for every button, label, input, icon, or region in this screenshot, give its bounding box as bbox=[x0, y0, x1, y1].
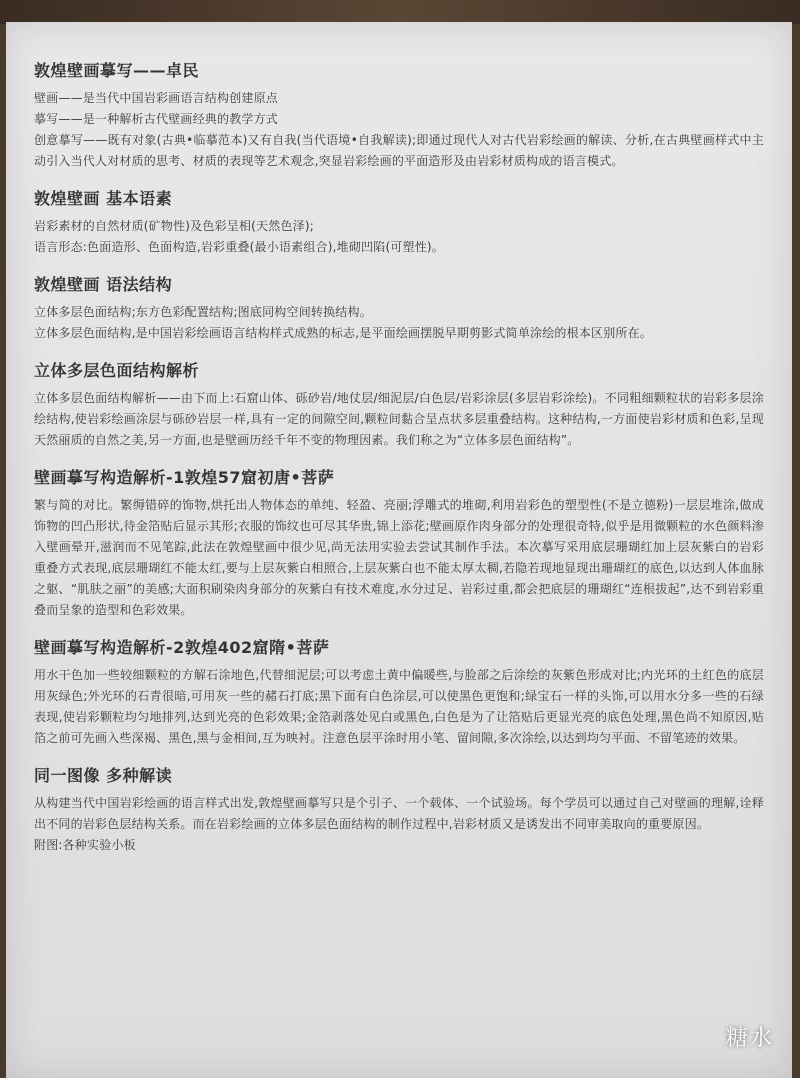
section-cave-402-analysis bbox=[34, 637, 764, 749]
section-paragraph: 语言形态:色面造形、色面构造,岩彩重叠(最小语素组合),堆砌凹陷(可塑性)。 bbox=[34, 240, 445, 254]
section-heading: 敦煌壁画摹写——卓民 bbox=[34, 61, 200, 80]
section-paragraph: 从构建当代中国岩彩绘画的语言样式出发,敦煌壁画摹写只是个引子、一个载体、一个试验场。每个学员可以通过自己对壁画的理解,诠释出不同的岩彩色层结构关系。而在岩彩绘画的立体多层色面结构的制作过程中,岩彩材质又是诱发出不同审美取向的重要原因。 bbox=[34, 796, 764, 831]
section-multiple-readings bbox=[34, 765, 764, 856]
section-heading: 敦煌壁画 基本语素 bbox=[34, 189, 173, 208]
section-paragraph: 壁画——是当代中国岩彩画语言结构创建原点 bbox=[34, 91, 279, 105]
section-heading: 同一图像 多种解读 bbox=[34, 766, 173, 785]
section-basic-elements bbox=[34, 188, 764, 258]
section-paragraph: 用水干色加一些较细颗粒的方解石涂地色,代替细泥层;可以考虑土黄中偏暖些,与脸部之后涂绘的灰紫色形成对比;内光环的土红色的底层用灰绿色;外光环的石青很暗,可用灰一些的赭石打底;黑下面有白色涂层,可以使黑色更饱和;绿宝石一样的头饰,可以用水分多一些的石绿表现,使岩彩颗粒均匀地排列,达到光亮的色彩效果;金箔剥落处见白或黑色,白色是为了让箔贴后更显光亮的底色处理,黑色尚不知原因,贴箔之前可先画入些深褐、黑色,黑与金相间,互为映衬。注意色层平涂时用小笔、留间隙,多次涂绘,以达到均匀平面、不留笔迹的效果。 bbox=[34, 668, 764, 745]
section-multilayer-analysis bbox=[34, 360, 764, 451]
section-paragraph: 创意摹写——既有对象(古典•临摹范本)又有自我(当代语境•自我解读);即通过现代人对古代岩彩绘画的解读、分析,在古典壁画样式中主动引入当代人对材质的思考、材质的表现等艺术观念,突显岩彩绘画的平面造形及由岩彩材质构成的语言模式。 bbox=[34, 133, 764, 168]
section-heading: 敦煌壁画 语法结构 bbox=[34, 275, 173, 294]
section-paragraph: 繁与简的对比。繁缛错碎的饰物,烘托出人物体态的单纯、轻盈、亮丽;浮雕式的堆砌,利用岩彩色的塑型性(不是立德粉)一层层堆涂,做成饰物的凹凸形状,待金箔贴后显示其形;衣服的饰纹也可尽其华贵,锦上添花;壁画原作肉身部分的处理很奇特,似乎是用微颗粒的水色颜料渗入壁画晕开,滋润而不见笔踪,此法在敦煌壁画中很少见,尚无法用实验去尝试其制作手法。本次摹写采用底层珊瑚红加上层灰紫白的岩彩重叠方式表现,底层珊瑚红不能太红,要与上层灰紫白相照合,上层灰紫白也不能太厚太稠,若隐若现地显现出珊瑚红的底色,以达到人体血脉之躯、“肌肤之丽”的美感;大面积刷染肉身部分的灰紫白有技术难度,水分过足、岩彩过重,都会把底层的珊瑚红“连根拔起”,达不到岩彩重叠而呈象的造型和色彩效果。 bbox=[34, 498, 764, 617]
section-heading: 壁画摹写构造解析-1敦煌57窟初唐•菩萨 bbox=[34, 468, 335, 487]
watermark-text: 糖水 bbox=[725, 1026, 774, 1051]
section-paragraph: 摹写——是一种解析古代壁画经典的教学方式 bbox=[34, 112, 279, 126]
frame-top-edge bbox=[0, 0, 800, 24]
section-heading: 壁画摹写构造解析-2敦煌402窟隋•菩萨 bbox=[34, 638, 330, 657]
section-grammar-structure bbox=[34, 274, 764, 344]
section-cave-57-analysis bbox=[34, 467, 764, 621]
section-title-intro bbox=[34, 60, 764, 172]
section-paragraph: 岩彩素材的自然材质(矿物性)及色彩呈相(天然色泽); bbox=[34, 219, 314, 233]
panel-text bbox=[34, 60, 764, 872]
section-heading: 立体多层色面结构解析 bbox=[34, 361, 200, 380]
section-paragraph: 立体多层色面结构;东方色彩配置结构;图底同构空间转换结构。 bbox=[34, 305, 372, 319]
section-paragraph: 立体多层色面结构解析——由下而上:石窟山体、砾砂岩/地仗层/细泥层/白色层/岩彩涂层(多层岩彩涂绘)。不同粗细颗粒状的岩彩多层涂绘结构,使岩彩绘画涂层与砾砂岩层一样,具有一定的间隙空间,颗粒间黏合呈点状多层重叠结构。这种结构,一方面使岩彩材质和色彩,呈现天然丽质的自然之美,另一方面,也是壁画历经千年不变的物理因素。我们称之为“立体多层色面结构”。 bbox=[34, 391, 764, 447]
section-paragraph: 附图:各种实验小板 bbox=[34, 838, 136, 852]
section-paragraph: 立体多层色面结构,是中国岩彩绘画语言结构样式成熟的标志,是平面绘画摆脱早期剪影式简单涂绘的根本区别所在。 bbox=[34, 326, 653, 340]
